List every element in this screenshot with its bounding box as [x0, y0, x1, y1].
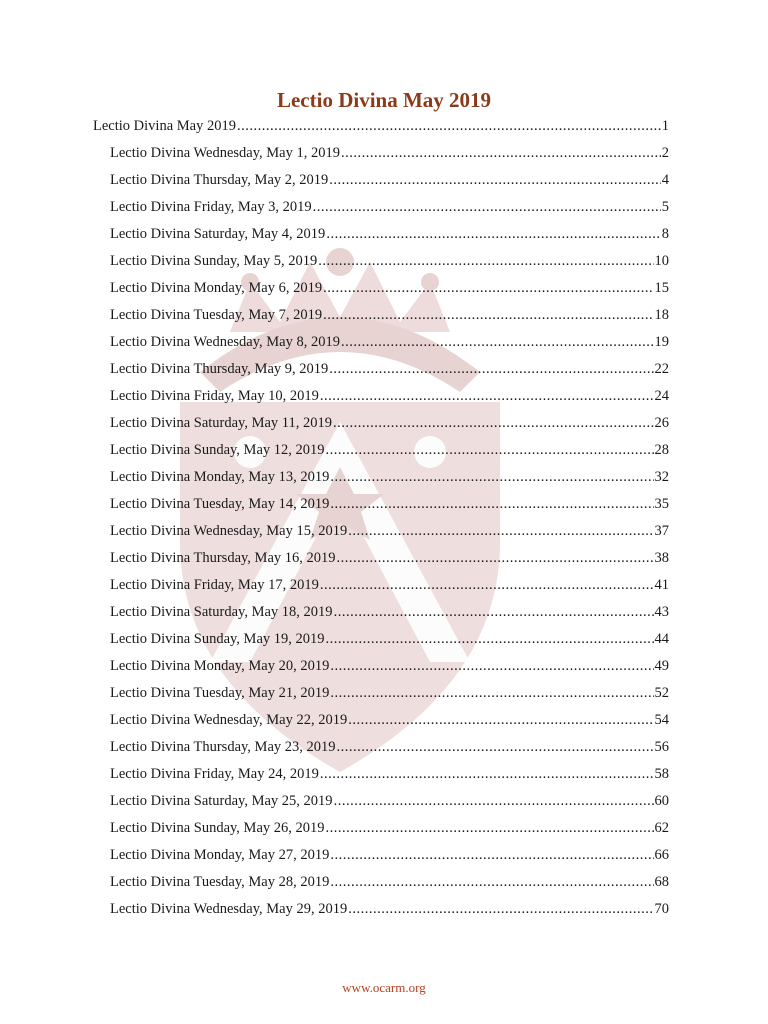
toc-entry-page-number: 32 [654, 469, 669, 485]
toc-entry-label: Lectio Divina Sunday, May 19, 2019 [110, 631, 325, 647]
toc-entry-page-number: 1 [661, 118, 669, 134]
toc-entry-leader [320, 575, 654, 595]
toc-entry[interactable] [110, 683, 669, 703]
toc-entry-leader [329, 359, 653, 379]
toc-entry-leader [348, 521, 653, 541]
toc-entry[interactable] [110, 818, 669, 838]
toc-entry-page-number: 22 [654, 361, 669, 377]
toc-entry[interactable] [110, 710, 669, 730]
toc-entry-leader [330, 494, 653, 514]
toc-entry-page-number: 38 [654, 550, 669, 566]
toc-entry-page-number: 49 [654, 658, 669, 674]
toc-entry[interactable] [110, 332, 669, 352]
toc-entry[interactable] [110, 872, 669, 892]
toc-entry-page-number: 70 [654, 901, 669, 917]
toc-entry-label: Lectio Divina May 2019 [93, 118, 236, 134]
toc-entry-label: Lectio Divina Thursday, May 16, 2019 [110, 550, 336, 566]
toc-entry-leader [348, 710, 653, 730]
toc-entry[interactable] [110, 737, 669, 757]
toc-entry-label: Lectio Divina Saturday, May 4, 2019 [110, 226, 326, 242]
toc-entry-label: Lectio Divina Saturday, May 11, 2019 [110, 415, 333, 431]
toc-entry[interactable] [110, 764, 669, 784]
toc-entry-leader [318, 251, 653, 271]
toc-entry[interactable] [110, 143, 669, 163]
toc-entry-leader [323, 278, 653, 298]
toc-entry[interactable] [110, 197, 669, 217]
toc-entry-page-number: 5 [661, 199, 669, 215]
toc-entry-page-number: 41 [654, 577, 669, 593]
toc-entry-page-number: 28 [654, 442, 669, 458]
toc-entry-label: Lectio Divina Wednesday, May 8, 2019 [110, 334, 340, 350]
toc-entry-leader [334, 602, 654, 622]
toc-entry-page-number: 68 [654, 874, 669, 890]
toc-entry[interactable] [93, 116, 669, 136]
toc-entry-page-number: 43 [654, 604, 669, 620]
toc-entry-leader [326, 224, 660, 244]
toc-entry-leader [333, 413, 653, 433]
toc-entry-leader [348, 899, 653, 919]
toc-entry-label: Lectio Divina Monday, May 6, 2019 [110, 280, 323, 296]
toc-entry-label: Lectio Divina Sunday, May 12, 2019 [110, 442, 325, 458]
toc-entry-page-number: 62 [654, 820, 669, 836]
toc-entry-leader [330, 656, 653, 676]
toc-entry-leader [341, 143, 661, 163]
toc-entry-leader [341, 332, 654, 352]
toc-entry-label: Lectio Divina Sunday, May 26, 2019 [110, 820, 325, 836]
toc-entry-label: Lectio Divina Tuesday, May 28, 2019 [110, 874, 330, 890]
toc-entry-page-number: 58 [654, 766, 669, 782]
toc-entry-label: Lectio Divina Wednesday, May 15, 2019 [110, 523, 348, 539]
toc-entry-leader [237, 116, 661, 136]
footer-url-link[interactable]: www.ocarm.org [342, 980, 426, 995]
toc-entry-page-number: 60 [654, 793, 669, 809]
toc-entry-label: Lectio Divina Friday, May 17, 2019 [110, 577, 319, 593]
toc-entry-page-number: 2 [661, 145, 669, 161]
toc-entry[interactable] [110, 494, 669, 514]
toc-entry-label: Lectio Divina Friday, May 10, 2019 [110, 388, 319, 404]
toc-entry-leader [326, 440, 654, 460]
toc-entry-page-number: 10 [654, 253, 669, 269]
toc-entry[interactable] [110, 899, 669, 919]
toc-entry-page-number: 24 [654, 388, 669, 404]
toc-entry-leader [320, 386, 654, 406]
toc-entry-leader [330, 683, 653, 703]
toc-entry[interactable] [110, 791, 669, 811]
toc-entry-leader [323, 305, 653, 325]
toc-entry-label: Lectio Divina Monday, May 13, 2019 [110, 469, 330, 485]
page-title: Lectio Divina May 2019 [276, 88, 492, 112]
toc-entry-page-number: 8 [661, 226, 669, 242]
toc-entry-label: Lectio Divina Tuesday, May 14, 2019 [110, 496, 330, 512]
toc-entry-page-number: 37 [654, 523, 669, 539]
toc-entry[interactable] [110, 386, 669, 406]
toc-entry[interactable] [110, 224, 669, 244]
toc-entry-leader [330, 845, 653, 865]
toc-entry-leader [334, 791, 654, 811]
toc-entry-label: Lectio Divina Wednesday, May 29, 2019 [110, 901, 348, 917]
toc-entry-page-number: 26 [654, 415, 669, 431]
toc-entry-leader [330, 467, 653, 487]
toc-entry-label: Lectio Divina Tuesday, May 7, 2019 [110, 307, 323, 323]
toc-entry-label: Lectio Divina Wednesday, May 22, 2019 [110, 712, 348, 728]
toc-entry-label: Lectio Divina Thursday, May 9, 2019 [110, 361, 329, 377]
toc-entry-label: Lectio Divina Thursday, May 2, 2019 [110, 172, 329, 188]
toc-entry[interactable] [110, 656, 669, 676]
toc-entry-leader [320, 764, 654, 784]
toc-entry[interactable] [110, 305, 669, 325]
toc-entry-leader [326, 818, 654, 838]
toc-entry-label: Lectio Divina Monday, May 27, 2019 [110, 847, 330, 863]
toc-entry-label: Lectio Divina Friday, May 24, 2019 [110, 766, 319, 782]
toc-entry[interactable] [110, 413, 669, 433]
toc-entry-page-number: 44 [654, 631, 669, 647]
toc-entry-leader [329, 170, 660, 190]
toc-entry-label: Lectio Divina Thursday, May 23, 2019 [110, 739, 336, 755]
toc-entry[interactable] [110, 548, 669, 568]
toc-entry-label: Lectio Divina Sunday, May 5, 2019 [110, 253, 318, 269]
toc-entry-page-number: 66 [654, 847, 669, 863]
toc-entry-page-number: 54 [654, 712, 669, 728]
toc-entry-page-number: 4 [661, 172, 669, 188]
toc-entry[interactable] [110, 467, 669, 487]
toc-entry-label: Lectio Divina Saturday, May 25, 2019 [110, 793, 333, 809]
toc-entry-leader [326, 629, 654, 649]
toc-entry-label: Lectio Divina Friday, May 3, 2019 [110, 199, 312, 215]
toc-entry-page-number: 19 [654, 334, 669, 350]
toc-entry[interactable] [110, 359, 669, 379]
toc-entry-page-number: 52 [654, 685, 669, 701]
toc-entry-label: Lectio Divina Monday, May 20, 2019 [110, 658, 330, 674]
toc-entry[interactable] [110, 278, 669, 298]
toc-entry-label: Lectio Divina Tuesday, May 21, 2019 [110, 685, 330, 701]
toc-entry-page-number: 35 [654, 496, 669, 512]
toc-entry[interactable] [110, 251, 669, 271]
toc-entry[interactable] [110, 170, 669, 190]
toc-entry-page-number: 56 [654, 739, 669, 755]
toc-entry[interactable] [110, 440, 669, 460]
toc-entry-page-number: 18 [654, 307, 669, 323]
toc-entry[interactable] [110, 845, 669, 865]
toc-entry-leader [330, 872, 653, 892]
toc-entry[interactable] [110, 575, 669, 595]
toc-entry-leader [337, 737, 654, 757]
toc-entry[interactable] [110, 629, 669, 649]
toc-entry-label: Lectio Divina Wednesday, May 1, 2019 [110, 145, 340, 161]
toc-entry[interactable] [110, 602, 669, 622]
toc-entry-leader [337, 548, 654, 568]
toc-entry-page-number: 15 [654, 280, 669, 296]
toc-entry-label: Lectio Divina Saturday, May 18, 2019 [110, 604, 333, 620]
toc-entry-leader [313, 197, 661, 217]
toc-entry[interactable] [110, 521, 669, 541]
